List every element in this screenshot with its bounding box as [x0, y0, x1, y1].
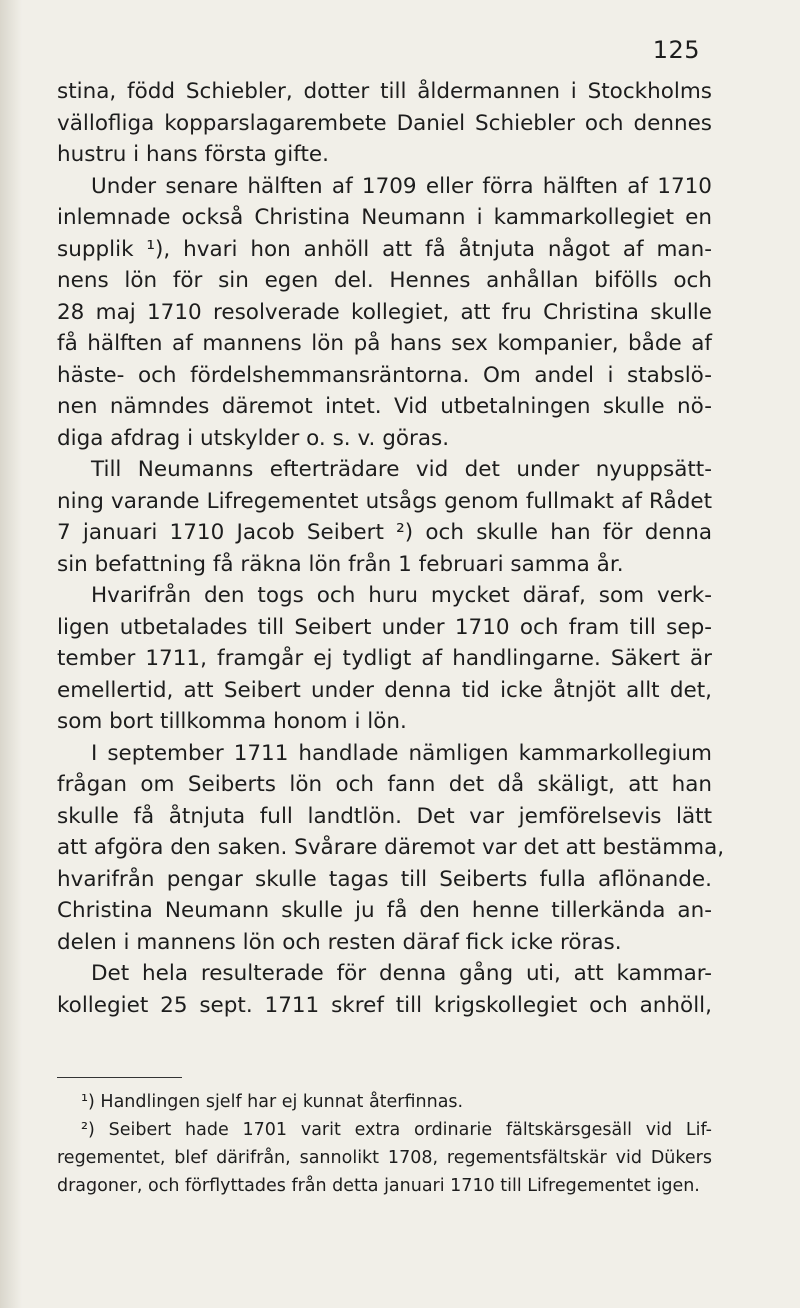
text-line: ning varande Lifregementet utsågs genom fullmakt af Rådet: [57, 488, 712, 514]
footnotes: [57, 1088, 712, 1200]
body-text: [57, 76, 725, 1021]
footnote-2-continued: regementet, blef därifrån, sannolikt 1708, regementsfältskär vid Dükers: [57, 1148, 712, 1168]
text-line: inlemnade också Christina Neumann i kammarkollegiet en: [57, 205, 712, 230]
text-line: stina, född Schiebler, dotter till åldermannen i Stockholms: [57, 79, 712, 104]
text-line: ligen utbetalades till Seibert under 1710 och fram till sep-: [57, 614, 712, 640]
text-line: tember 1711, framgår ej tydligt af handlingarne. Säkert är: [57, 646, 712, 671]
paragraph-start-line: Till Neumanns efterträdare vid det under nyuppsätt-: [91, 457, 712, 482]
text-line: hustru i hans första gifte.: [57, 142, 329, 167]
text-line: skulle få åtnjuta full landtlön. Det var jemförelsevis lätt: [57, 803, 712, 829]
text-line: emellertid, att Seibert under denna tid icke åtnjöt allt det,: [57, 677, 712, 703]
paragraph-start-line: Under senare hälften af 1709 eller förra hälften af 1710: [91, 173, 712, 199]
text-line: delen i mannens lön och resten däraf fick icke röras.: [57, 929, 622, 955]
footnote-2-continued: dragoner, och förflyttades från detta januari 1710 till Lifregementet igen.: [57, 1176, 700, 1196]
paragraph-start-line: I september 1711 handlade nämligen kammarkollegium: [91, 740, 712, 766]
text-line: kollegiet 25 sept. 1711 skref till krigskollegiet och anhöll,: [57, 992, 712, 1018]
text-line: sin befattning få räkna lön från 1 februari samma år.: [57, 551, 624, 577]
footnote-2: ²) Seibert hade 1701 varit extra ordinarie fältskärsgesäll vid Lif-: [81, 1120, 712, 1140]
text-line: vällofliga kopparslagarembete Daniel Schiebler och dennes: [57, 110, 712, 136]
text-line: nen nämndes däremot intet. Vid utbetalningen skulle nö-: [57, 394, 712, 419]
page-number: 125: [652, 36, 700, 64]
footnote-1: ¹) Handlingen sjelf har ej kunnat återfinnas.: [81, 1092, 464, 1112]
scan-edge-shadow: [0, 0, 22, 1308]
text-line: 28 maj 1710 resolverade kollegiet, att fru Christina skulle: [57, 299, 712, 325]
text-line: frågan om Seiberts lön och fann det då skäligt, att han: [57, 772, 712, 797]
text-line: att afgöra den saken. Svårare däremot var det att bestämma,: [57, 835, 725, 860]
paragraph-start-line: Hvarifrån den togs och huru mycket däraf, som verk-: [91, 583, 712, 608]
footnote-divider: [57, 1077, 182, 1078]
text-line: 7 januari 1710 Jacob Seibert ²) och skulle han för denna: [57, 520, 712, 545]
text-line: som bort tillkomma honom i lön.: [57, 709, 407, 734]
text-line: nens lön för sin egen del. Hennes anhållan bifölls och: [57, 268, 712, 293]
text-line: hvarifrån pengar skulle tagas till Seiberts fulla aflönande.: [57, 866, 712, 892]
text-line: supplik ¹), hvari hon anhöll att få åtnjuta något af man-: [57, 236, 712, 262]
text-line: häste- och fördelshemmansräntorna. Om andel i stabslö-: [57, 362, 712, 388]
text-line: diga afdrag i utskylder o. s. v. göras.: [57, 425, 450, 451]
paragraph-start-line: Det hela resulterade för denna gång uti, att kammar-: [91, 961, 712, 986]
text-line: Christina Neumann skulle ju få den henne tillerkända an-: [57, 898, 712, 923]
text-line: få hälften af mannens lön på hans sex kompanier, både af: [57, 331, 712, 356]
